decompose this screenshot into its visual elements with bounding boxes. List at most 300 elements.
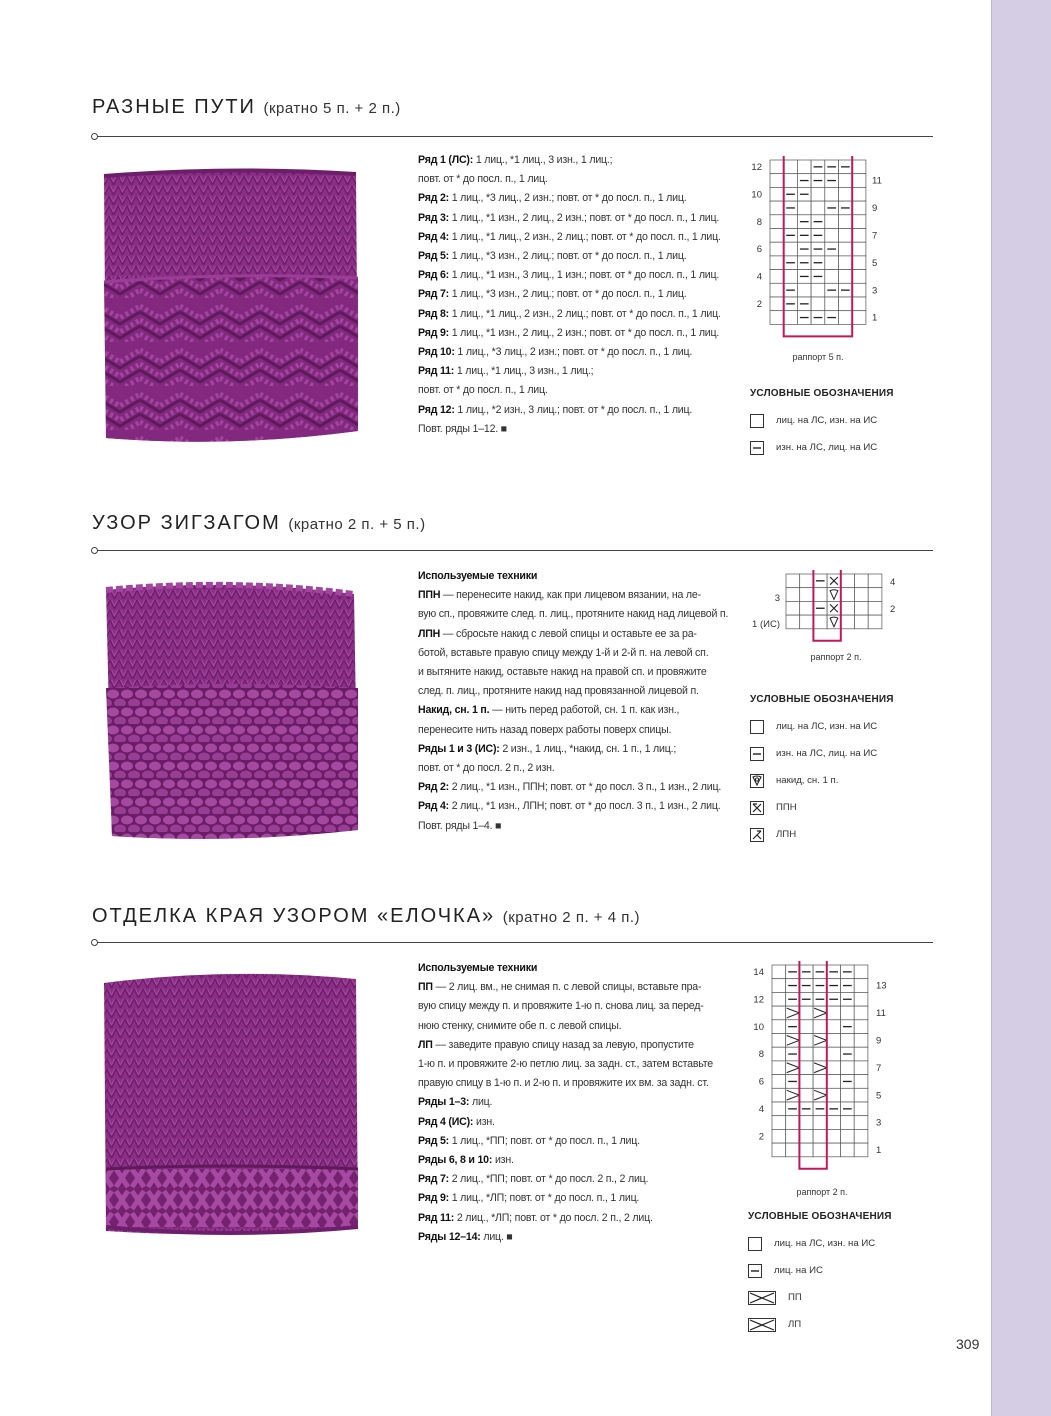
left-pass-icon — [750, 828, 764, 842]
chart-cell — [772, 992, 786, 1006]
instruction-text: Повт. ряды 1–12. ■ — [418, 422, 507, 435]
instruction-line — [418, 228, 721, 247]
section-subtitle: (кратно 2 п. + 5 п.) — [288, 516, 426, 533]
instruction-line — [418, 721, 728, 740]
chart-cell — [784, 160, 798, 174]
legend-item — [750, 821, 894, 848]
instruction-text: вую сп., провяжите след. п. лиц., протяните накид над лицевой п. — [418, 608, 729, 621]
chart-cell — [813, 1047, 827, 1061]
chart-cell — [827, 1075, 841, 1089]
chart-cell — [852, 187, 866, 201]
chart-cell — [799, 1006, 813, 1020]
instruction-label: Ряд 11: — [418, 365, 455, 378]
instruction-line — [418, 247, 721, 266]
pattern-chart — [744, 570, 924, 670]
instruction-text: — перенесите накид, как при лицевом вязании, на ле- — [440, 589, 701, 602]
chart-cell — [852, 256, 866, 270]
chart-cell — [772, 1047, 786, 1061]
chart-cell — [841, 574, 855, 588]
instruction-label: Накид, сн. 1 п. — [418, 704, 490, 717]
row-number: 8 — [758, 1049, 764, 1061]
instruction-line — [418, 381, 721, 400]
instruction-text: 1 лиц., *ЛП; повт. от * до посл. п., 1 лиц. — [449, 1192, 640, 1205]
instruction-text: 1 лиц., *3 лиц., 2 изн.; повт. от * до посл. п., 1 лиц. — [449, 192, 687, 205]
chart-cell — [841, 1129, 855, 1143]
chart-cell — [799, 1061, 813, 1075]
chart-cell — [827, 1020, 841, 1034]
instruction-text: изн. — [473, 1115, 495, 1128]
chart-cell — [800, 615, 814, 629]
instruction-text: 1 лиц., *3 изн., 2 лиц.; повт. от * до посл. п., 1 лиц. — [449, 288, 687, 301]
chart-cell — [813, 1020, 827, 1034]
chart-cell — [813, 1129, 827, 1143]
chart-cell — [854, 965, 868, 979]
chart-cell — [770, 229, 784, 243]
chart-cell — [799, 1047, 813, 1061]
instruction-line — [418, 978, 713, 997]
instruction-text: вую спицу между п. и провяжите 1-ю п. снова лиц. за перед- — [418, 1000, 704, 1013]
dash-square-icon — [750, 747, 764, 761]
chart-cell — [854, 1034, 868, 1048]
instruction-line — [418, 625, 728, 644]
section-raznye-puti — [92, 96, 933, 476]
instruction-line — [418, 343, 721, 362]
instruction-text: нюю стенку, снимите обе п. с левой спицы. — [418, 1019, 622, 1032]
legend — [750, 388, 894, 461]
chart-cell — [854, 1116, 868, 1130]
pattern-chart — [742, 154, 882, 369]
row-number: 1 — [876, 1145, 882, 1157]
instruction-line — [418, 1113, 713, 1132]
section-otdelka-kraya — [92, 905, 933, 1335]
section-title-text: ОТДЕЛКА КРАЯ УЗОРОМ «ЕЛОЧКА» — [92, 905, 496, 927]
row-number: 11 — [872, 175, 882, 187]
chart-cell — [852, 229, 866, 243]
left-cross-icon — [748, 1318, 776, 1332]
yarn-over-slip-icon — [750, 774, 764, 788]
chart-cell — [839, 297, 853, 311]
instruction-label: Ряд 3: — [418, 211, 449, 224]
instruction-label: ЛПН — [418, 627, 441, 640]
chart-cell — [852, 215, 866, 229]
chart-cell — [770, 242, 784, 256]
row-number: 2 — [756, 299, 762, 310]
section-subtitle: (кратно 5 п. + 2 п.) — [263, 100, 401, 117]
chart-cell — [786, 588, 800, 602]
row-number: 7 — [872, 230, 878, 242]
chart-cell — [770, 256, 784, 270]
instruction-label: Ряд 7: — [418, 1173, 449, 1186]
chart-cell — [854, 1047, 868, 1061]
chart-cell — [800, 574, 814, 588]
chart-cell — [841, 1006, 855, 1020]
instruction-line — [418, 170, 721, 189]
instruction-text: и вытяните накид, оставьте накид на правой сп. и провяжите — [418, 666, 707, 679]
instructions — [418, 567, 728, 836]
instruction-text: 1 лиц., *1 лиц., 2 изн., 2 лиц.; повт. от * до посл. п., 1 лиц. — [449, 307, 721, 320]
chart-cell — [770, 297, 784, 311]
legend-item — [748, 1230, 892, 1257]
legend-item — [750, 767, 894, 794]
dash-square-icon — [750, 441, 764, 455]
chart-cell — [772, 1020, 786, 1034]
chart-cell — [799, 1034, 813, 1048]
instruction-label: Ряды 6, 8 и 10: — [418, 1154, 493, 1167]
section-rule — [92, 550, 933, 551]
legend-label: накид, сн. 1 п. — [776, 775, 839, 786]
instruction-text: 1 лиц., *1 изн., 3 лиц., 1 изн.; повт. от * до посл. п., 1 лиц. — [449, 269, 720, 282]
chart-cell — [825, 297, 839, 311]
chart-cell — [839, 270, 853, 284]
instruction-text: 1-ю п. и провяжите 2-ю петлю лиц. за задн. ст., затем вставьте — [418, 1058, 713, 1071]
instruction-line — [418, 324, 721, 343]
chart-cell — [770, 270, 784, 284]
section-rule — [92, 136, 933, 137]
legend-item — [750, 434, 894, 461]
legend-label: изн. на ЛС, лиц. на ИС — [776, 442, 878, 453]
chart-cell — [827, 1143, 841, 1157]
chart-cell — [839, 174, 853, 188]
chart-cell — [852, 201, 866, 215]
chart-cell — [854, 1143, 868, 1157]
chart-cell — [825, 215, 839, 229]
chart-cell — [852, 270, 866, 284]
legend-item — [750, 740, 894, 767]
instruction-text: — 2 лиц. вм., не снимая п. с левой спицы, вставьте пра- — [432, 981, 702, 994]
legend-label: ПП — [788, 1292, 802, 1303]
instruction-text: 2 лиц., *ЛП; повт. от * до посл. 2 п., 2 лиц. — [454, 1211, 653, 1224]
chart-cell — [813, 1143, 827, 1157]
legend-label: лиц. на ЛС, изн. на ИС — [776, 721, 878, 732]
instruction-text: ботой, вставьте правую спицу между 1-й и 2-й п. на левой сп. — [418, 646, 709, 659]
chart-cell — [825, 229, 839, 243]
instruction-label: Ряд 2: — [418, 192, 449, 205]
instruction-label: Ряд 1 (ЛС): — [418, 154, 474, 166]
row-number: 14 — [753, 967, 764, 978]
chart-cell — [841, 1116, 855, 1130]
instruction-line — [418, 1074, 713, 1093]
chart-cell — [772, 965, 786, 979]
legend-label: ЛП — [788, 1319, 802, 1330]
row-number: 12 — [753, 994, 764, 1006]
chart-cell — [800, 601, 814, 615]
instruction-text: 1 лиц., *2 изн., 3 лиц.; повт. от * до посл. п., 1 лиц. — [454, 403, 693, 416]
legend-heading: УСЛОВНЫЕ ОБОЗНАЧЕНИЯ — [750, 694, 894, 705]
instruction-label: ЛП — [418, 1038, 433, 1051]
instruction-label: Ряды 1 и 3 (ИС): — [418, 742, 500, 755]
chart-cell — [770, 311, 784, 325]
chart-cell — [799, 1129, 813, 1143]
chart-cell — [854, 1129, 868, 1143]
chart-cell — [841, 615, 855, 629]
row-number: 10 — [753, 1021, 764, 1033]
section-title-text: РАЗНЫЕ ПУТИ — [92, 96, 256, 118]
instruction-text: — заведите правую спицу назад за левую, пропустите — [432, 1038, 694, 1051]
instruction-line — [418, 778, 728, 797]
chart-cell — [772, 1116, 786, 1130]
instruction-line — [418, 1036, 713, 1055]
instruction-line — [418, 1132, 713, 1151]
chart-cell — [854, 1061, 868, 1075]
legend-label: изн. на ЛС, лиц. на ИС — [776, 748, 878, 759]
chart-cell — [772, 1061, 786, 1075]
instruction-line — [418, 362, 721, 381]
instruction-label: Ряд 4: — [418, 230, 449, 243]
instruction-text: Повт. ряды 1–4. ■ — [418, 819, 502, 832]
legend-label: лиц. на ЛС, изн. на ИС — [774, 1238, 876, 1249]
instruction-text: 2 лиц., *1 изн., ЛПН; повт. от * до посл. 3 п., 1 изн., 2 лиц. — [449, 800, 721, 813]
page-edge-tab — [991, 0, 1051, 1416]
instruction-label: Ряд 8: — [418, 307, 449, 320]
instruction-line — [418, 1093, 713, 1112]
instruction-line — [418, 1189, 713, 1208]
chart-cell — [825, 187, 839, 201]
instruction-line — [418, 605, 728, 624]
chart-cell — [772, 1088, 786, 1102]
row-number: 12 — [751, 162, 762, 173]
chart-cell — [839, 229, 853, 243]
chart-cell — [786, 1143, 800, 1157]
instruction-line — [418, 644, 728, 663]
row-number: 9 — [876, 1035, 882, 1047]
chart-cell — [841, 1088, 855, 1102]
chart-cell — [770, 174, 784, 188]
chart-cell — [854, 1020, 868, 1034]
chart-cell — [825, 270, 839, 284]
legend-item — [750, 794, 894, 821]
chart-cell — [797, 160, 811, 174]
instruction-line — [418, 1017, 713, 1036]
chart-cell — [839, 311, 853, 325]
chart-cell — [841, 601, 855, 615]
chart-cell — [813, 1116, 827, 1130]
chart-cell — [797, 201, 811, 215]
dash-square-icon — [748, 1264, 762, 1278]
chart-cell — [772, 1102, 786, 1116]
chart-cell — [854, 1006, 868, 1020]
chart-cell — [855, 601, 869, 615]
row-number: 4 — [756, 271, 762, 283]
instruction-label: Ряд 6: — [418, 269, 449, 282]
chart-cell — [854, 1088, 868, 1102]
instruction-line — [418, 759, 728, 778]
chart-cell — [813, 1075, 827, 1089]
row-number: 7 — [876, 1062, 882, 1074]
row-number: 4 — [758, 1104, 764, 1115]
instruction-line — [418, 1228, 713, 1247]
knit-swatch-photo — [100, 166, 362, 450]
chart-cell — [784, 311, 798, 325]
legend — [748, 1211, 892, 1338]
instruction-line — [418, 189, 721, 208]
chart-cell — [827, 1061, 841, 1075]
instruction-line — [418, 420, 721, 439]
pattern-chart — [742, 961, 887, 1201]
instruction-line — [418, 1170, 713, 1189]
chart-cell — [772, 1034, 786, 1048]
instruction-label: Ряд 2: — [418, 781, 449, 794]
instruction-text: лиц. — [469, 1096, 493, 1109]
right-cross-icon — [748, 1291, 776, 1305]
chart-cell — [770, 283, 784, 297]
instruction-text: 1 лиц., *1 лиц., 3 изн., 1 лиц.; — [473, 154, 613, 166]
instruction-text: правую спицу в 1-ю п. и 2-ю п. и провяжите их вм. за задн. ст. — [418, 1077, 709, 1090]
instruction-text: след. п. лиц., протяните накид над провязанной лицевой п. — [418, 685, 699, 698]
chart-cell — [855, 615, 869, 629]
chart-cell — [839, 242, 853, 256]
legend-item — [750, 713, 894, 740]
chart-cell — [841, 1061, 855, 1075]
legend-label: лиц. на ЛС, изн. на ИС — [776, 415, 878, 426]
chart-cell — [797, 283, 811, 297]
legend-label: лиц. на ИС — [774, 1265, 823, 1276]
chart-cell — [868, 601, 882, 615]
chart-cell — [827, 1116, 841, 1130]
instruction-text: 1 лиц., *ПП; повт. от * до посл. п., 1 лиц. — [449, 1134, 640, 1147]
section-title-text: УЗОР ЗИГЗАГОМ — [92, 512, 281, 534]
chart-cell — [854, 1102, 868, 1116]
chart-cell — [841, 1034, 855, 1048]
instruction-text: 1 лиц., *1 изн., 2 лиц., 2 изн.; повт. от * до посл. п., 1 лиц. — [449, 326, 720, 339]
legend-label: ЛПН — [776, 829, 797, 840]
instruction-line — [418, 305, 721, 324]
chart-cell — [772, 1143, 786, 1157]
instruction-line — [418, 663, 728, 682]
repeat-label: раппорт 5 п. — [792, 352, 844, 362]
row-number: 5 — [876, 1090, 882, 1102]
chart-cell — [839, 215, 853, 229]
chart-cell — [852, 242, 866, 256]
legend-label: ППН — [776, 802, 797, 813]
instruction-label: Ряды 12–14: — [418, 1230, 481, 1243]
row-number: 5 — [872, 257, 878, 269]
instruction-line — [418, 1209, 713, 1228]
instruction-text: 2 лиц., *1 изн., ППН; повт. от * до посл. 3 п., 1 изн., 2 лиц. — [449, 781, 722, 794]
chart-cell — [868, 588, 882, 602]
instruction-label: Ряды 1–3: — [418, 1096, 470, 1109]
chart-cell — [854, 979, 868, 993]
row-number: 4 — [890, 577, 896, 588]
instruction-label: Ряд 11: — [418, 1211, 455, 1224]
instruction-line — [418, 959, 713, 978]
chart-cell — [852, 283, 866, 297]
chart-cell — [800, 588, 814, 602]
legend-heading: УСЛОВНЫЕ ОБОЗНАЧЕНИЯ — [748, 1211, 892, 1222]
chart-cell — [811, 201, 825, 215]
instruction-text: перенесите нить назад поверх работы поверх спицы. — [418, 723, 672, 736]
row-number: 3 — [876, 1117, 882, 1129]
section-uzor-zigzagom — [92, 512, 933, 872]
chart-cell — [784, 242, 798, 256]
knit-swatch-photo — [92, 580, 366, 858]
chart-cell — [772, 1075, 786, 1089]
instruction-label: Ряд 5: — [418, 1134, 449, 1147]
instruction-line — [418, 401, 721, 420]
chart-cell — [772, 1129, 786, 1143]
page-number: 309 — [956, 1336, 980, 1352]
instruction-line — [418, 1055, 713, 1074]
instruction-label: Ряд 12: — [418, 403, 455, 416]
row-number: 8 — [756, 216, 762, 228]
row-number: 11 — [876, 1008, 886, 1020]
chart-cell — [786, 1116, 800, 1130]
instruction-text: 1 лиц., *1 лиц., 3 изн., 1 лиц.; — [454, 365, 594, 378]
chart-cell — [784, 215, 798, 229]
chart-cell — [854, 992, 868, 1006]
row-number: 3 — [774, 593, 780, 604]
chart-cell — [770, 187, 784, 201]
chart-cell — [772, 1006, 786, 1020]
instruction-text: повт. от * до посл. п., 1 лиц. — [418, 384, 548, 397]
instruction-label: Ряд 9: — [418, 1192, 449, 1205]
legend-item — [748, 1311, 892, 1338]
chart-cell — [827, 1129, 841, 1143]
instruction-label: ППН — [418, 589, 441, 602]
instruction-text: 1 лиц., *3 изн., 2 лиц.; повт. от * до посл. п., 1 лиц. — [449, 250, 687, 263]
chart-cell — [770, 215, 784, 229]
chart-cell — [827, 1006, 841, 1020]
repeat-label: раппорт 2 п. — [810, 652, 862, 662]
section-title — [92, 512, 426, 535]
empty-square-icon — [750, 720, 764, 734]
chart-cell — [868, 615, 882, 629]
chart-cell — [799, 1075, 813, 1089]
chart-cell — [786, 574, 800, 588]
instruction-line — [418, 285, 721, 304]
chart-cell — [827, 1088, 841, 1102]
chart-cell — [852, 297, 866, 311]
row-number: 2 — [758, 1131, 764, 1143]
instruction-text: 2 изн., 1 лиц., *накид, сн. 1 п., 1 лиц.; — [499, 742, 677, 755]
row-number: 3 — [872, 285, 878, 297]
row-number: 6 — [756, 244, 762, 256]
chart-cell — [855, 588, 869, 602]
chart-cell — [811, 283, 825, 297]
section-rule — [92, 942, 933, 943]
chart-cell — [813, 588, 827, 602]
chart-cell — [799, 1143, 813, 1157]
instruction-label: Ряд 9: — [418, 326, 449, 339]
instruction-line — [418, 740, 728, 759]
row-number: 6 — [758, 1076, 764, 1088]
chart-cell — [786, 1129, 800, 1143]
instruction-line — [418, 209, 721, 228]
empty-square-icon — [750, 414, 764, 428]
chart-cell — [811, 297, 825, 311]
instruction-line — [418, 266, 721, 285]
instruction-text: изн. — [492, 1154, 514, 1167]
instruction-label: Ряд 7: — [418, 288, 449, 301]
row-number: 13 — [876, 980, 887, 992]
legend — [750, 694, 894, 848]
chart-cell — [827, 1034, 841, 1048]
chart-cell — [854, 1075, 868, 1089]
chart-cell — [852, 174, 866, 188]
instruction-line — [418, 997, 713, 1016]
instruction-label: Используемые техники — [418, 962, 538, 974]
chart-cell — [799, 1088, 813, 1102]
chart-cell — [852, 160, 866, 174]
chart-cell — [799, 1116, 813, 1130]
repeat-label: раппорт 2 п. — [796, 1187, 848, 1197]
chart-cell — [784, 270, 798, 284]
chart-cell — [784, 174, 798, 188]
instruction-text: лиц. ■ — [480, 1230, 513, 1243]
instructions — [418, 151, 721, 439]
row-number: 2 — [890, 604, 896, 615]
instruction-line — [418, 151, 721, 170]
chart-cell — [839, 256, 853, 270]
